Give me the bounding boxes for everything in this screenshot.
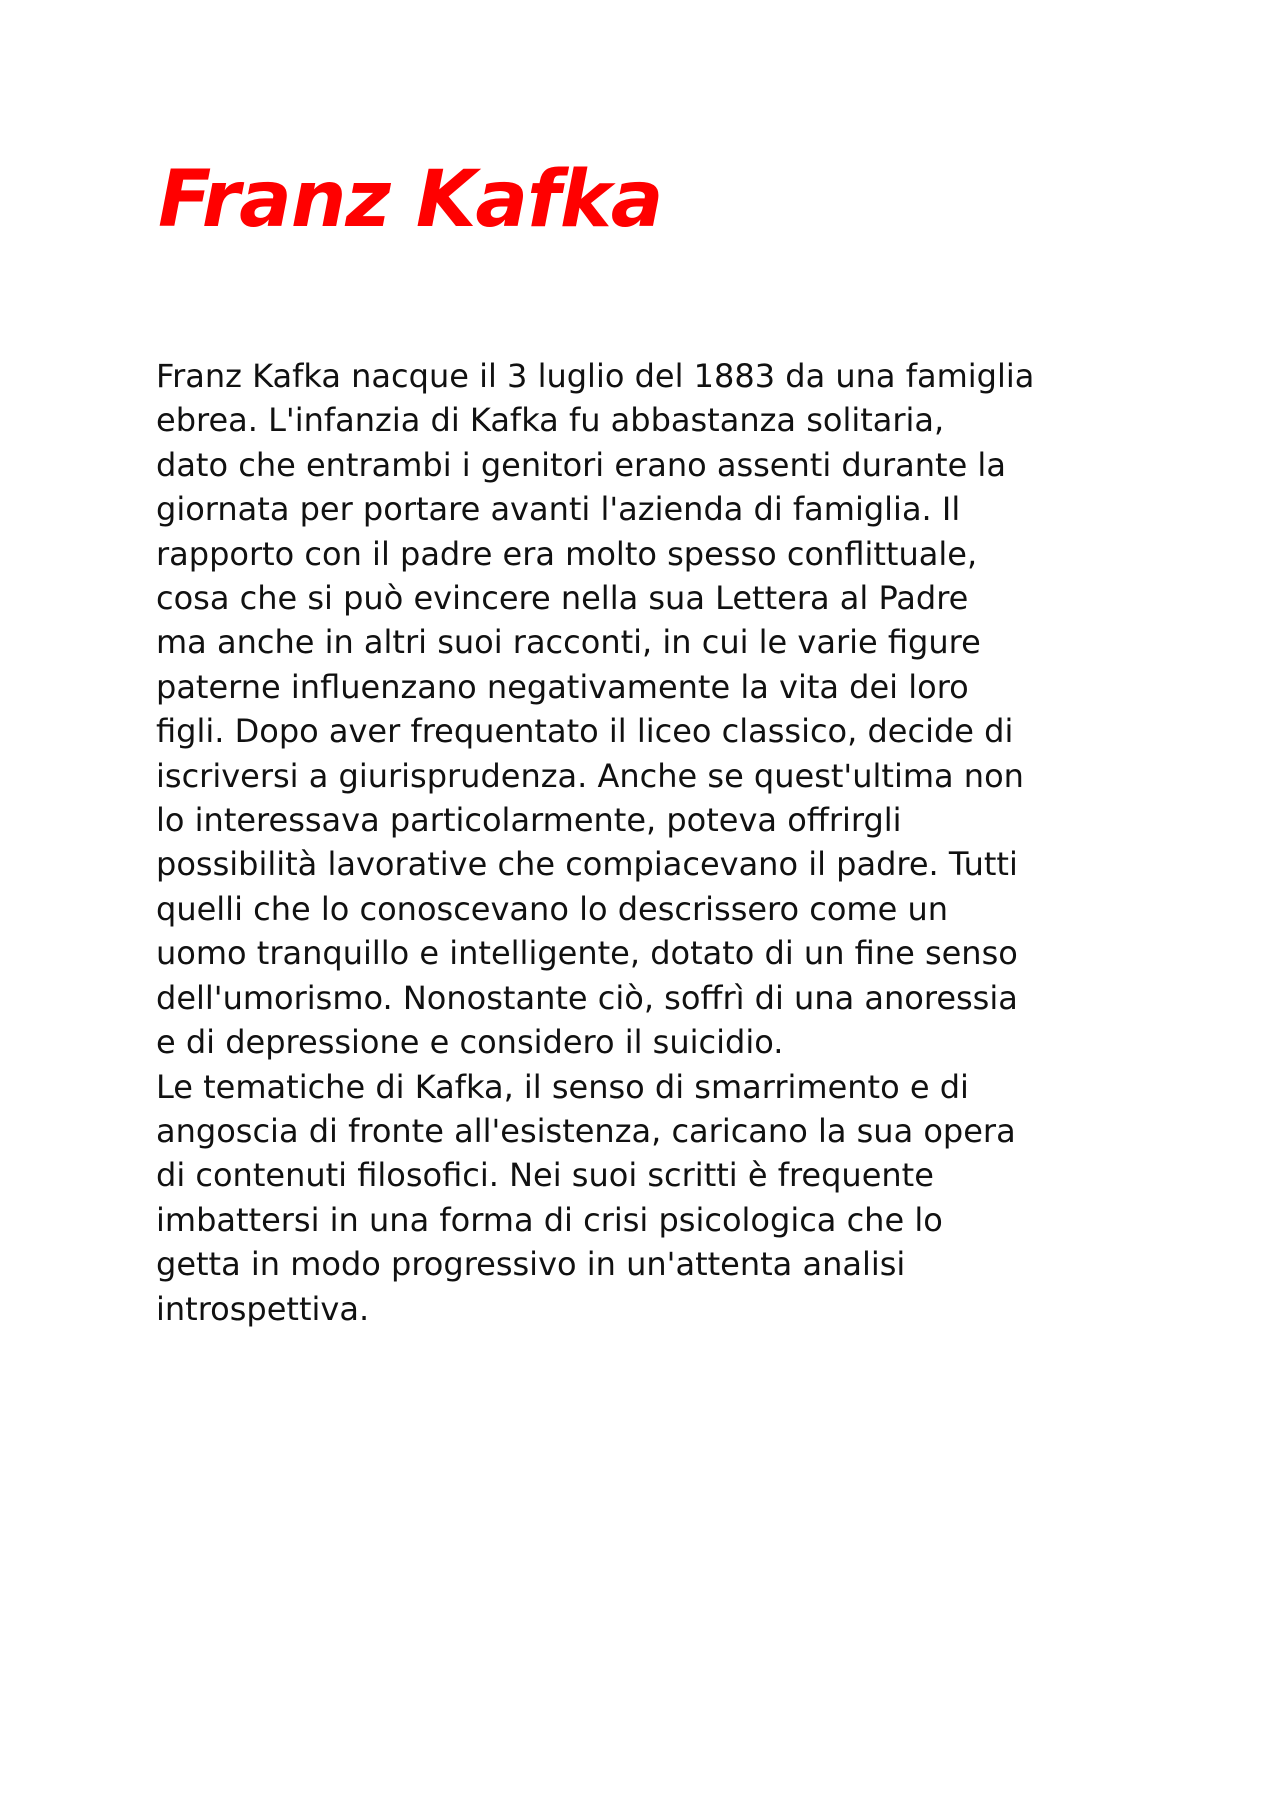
text-line: lo interessava particolarmente, poteva offrirgli xyxy=(156,801,902,840)
text-line: quelli che lo conoscevano lo descrissero come un xyxy=(156,889,949,928)
text-line: dell'umorismo. Nonostante ciò, soffrì di una anoressia xyxy=(156,978,1018,1017)
text-line: imbattersi in una forma di crisi psicologica che lo xyxy=(156,1200,943,1239)
text-line: Franz Kafka nacque il 3 luglio del 1883 da una famiglia xyxy=(156,357,1035,395)
text-line: dato che entrambi i genitori erano assenti durante la xyxy=(156,445,1006,484)
text-line: figli. Dopo aver frequentato il liceo classico, decide di xyxy=(156,712,1014,751)
text-line: introspettiva. xyxy=(156,1289,370,1328)
text-line: Le tematiche di Kafka, il senso di smarrimento e di xyxy=(156,1067,969,1106)
text-line: angoscia di fronte all'esistenza, caricano la sua opera xyxy=(156,1111,1016,1150)
text-line: e di depressione e considero il suicidio. xyxy=(156,1023,784,1062)
text-line: iscriversi a giurisprudenza. Anche se quest'ultima non xyxy=(156,756,1024,795)
text-line: possibilità lavorative che compiacevano il padre. Tutti xyxy=(156,845,1018,884)
text-line: getta in modo progressivo in un'attenta analisi xyxy=(156,1245,906,1284)
text-line: di contenuti filosofici. Nei suoi scritti è frequente xyxy=(156,1156,934,1195)
page-title: Franz Kafka xyxy=(158,155,663,245)
text-line: rapporto con il padre era molto spesso conflittuale, xyxy=(156,534,978,573)
text-line: ebrea. L'infanzia di Kafka fu abbastanza solitaria, xyxy=(156,401,945,440)
text-line: giornata per portare avanti l'azienda di famiglia. Il xyxy=(156,490,961,529)
text-line: ma anche in altri suoi racconti, in cui le varie figure xyxy=(156,623,981,662)
body-paragraph xyxy=(156,354,1146,1331)
text-line: paterne influenzano negativamente la vita dei loro xyxy=(156,667,969,706)
text-line: uomo tranquillo e intelligente, dotato di un fine senso xyxy=(156,934,1018,973)
text-line: cosa che si può evincere nella sua Lettera al Padre xyxy=(156,579,969,618)
